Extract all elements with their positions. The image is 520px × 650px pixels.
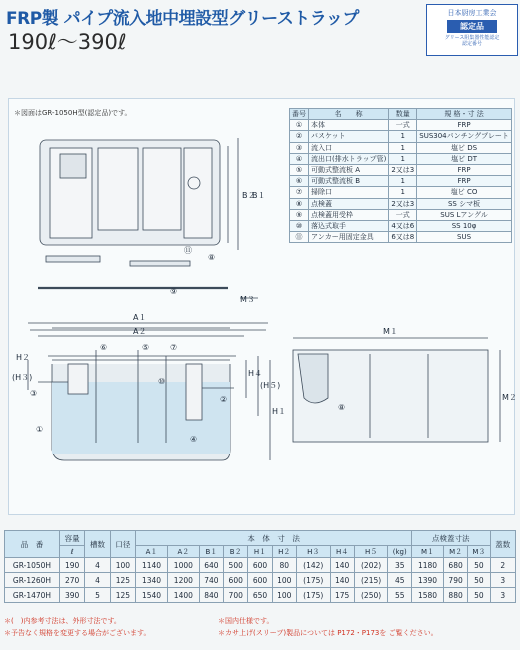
part-spec: SUS xyxy=(417,232,512,243)
parts-row xyxy=(290,153,512,164)
spec-cell: 4 xyxy=(85,558,110,573)
spec-cell: 80 xyxy=(272,558,296,573)
parts-row xyxy=(290,220,512,231)
spec-cell: 175 xyxy=(330,588,354,603)
spec-col-diameter: 口径 xyxy=(110,531,135,558)
spec-col-capacity: 容量 xyxy=(60,531,85,546)
dim-H4: H４ xyxy=(248,369,263,378)
lid-plan-view xyxy=(293,338,500,442)
spec-body xyxy=(5,558,516,603)
part-name: 可動式整流板 B xyxy=(309,176,389,187)
callout-1: ① xyxy=(36,425,44,434)
callout-7: ⑦ xyxy=(170,343,178,352)
dim-M2: M２ xyxy=(502,393,517,402)
spec-cell: 840 xyxy=(199,588,223,603)
spec-cell: 2 xyxy=(490,558,516,573)
dim-H5: (H５) xyxy=(260,381,281,390)
spec-cell: 3 xyxy=(490,588,516,603)
parts-body xyxy=(290,120,512,243)
parts-col-spec: 規 格・寸 法 xyxy=(417,109,512,120)
parts-table xyxy=(289,108,512,243)
plan-view xyxy=(40,138,238,250)
spec-cell: 740 xyxy=(199,573,223,588)
footnote-spec-change: ＊予告なく規格を変更する場合がございます。 xyxy=(4,629,151,637)
spec-cell: 600 xyxy=(248,558,272,573)
spec-cell: 45 xyxy=(388,573,412,588)
parts-col-qty: 数量 xyxy=(389,109,417,120)
part-qty: 1 xyxy=(389,153,417,164)
part-name: 本体 xyxy=(309,120,389,131)
spec-cell: 1180 xyxy=(412,558,444,573)
spec-cell: 125 xyxy=(110,588,135,603)
part-number: ⑪ xyxy=(290,232,309,243)
part-spec: 塩ビ DS xyxy=(417,142,512,153)
footnote-domestic: ＊国内仕様です。 xyxy=(218,617,274,625)
spec-col-model: 品 番 xyxy=(5,531,60,558)
cert-line3: 認定番号 xyxy=(461,41,482,47)
spec-col-body-7: H４ xyxy=(330,546,354,558)
spec-col-lid-1: M２ xyxy=(443,546,467,558)
part-name: 点検蓋 xyxy=(309,198,389,209)
footnote-sleeve: ＊カサ上げ(スリーブ)製品については P172・P173を ご覧ください。 xyxy=(218,629,438,637)
spec-col-lidcount: 蓋数 xyxy=(490,531,516,558)
spec-col-tanks: 槽数 xyxy=(85,531,110,558)
dim-M3: M３ xyxy=(240,295,255,304)
page-title: FRP製 パイプ流入地中埋設型グリーストラップ xyxy=(6,9,359,29)
spec-row xyxy=(5,558,516,573)
spec-cell: 500 xyxy=(224,558,248,573)
part-qty: 2又は3 xyxy=(389,198,417,209)
spec-cell: (202) xyxy=(354,558,388,573)
spec-cell: 1580 xyxy=(412,588,444,603)
spec-cell: 1340 xyxy=(136,573,168,588)
callout-5: ⑤ xyxy=(142,343,150,352)
parts-header-row xyxy=(290,109,512,120)
part-name: 可動式整流板 A xyxy=(309,164,389,175)
spec-cell: 125 xyxy=(110,573,135,588)
part-number: ⑦ xyxy=(290,187,309,198)
lid-piece-2 xyxy=(130,261,190,266)
spec-cell: (175) xyxy=(296,588,330,603)
part-spec: FRP xyxy=(417,176,512,187)
footnote-ref-dims: ＊( )内参考寸法は、外形寸法です。 xyxy=(4,617,121,625)
parts-row xyxy=(290,164,512,175)
part-qty: 一式 xyxy=(389,209,417,220)
parts-row xyxy=(290,209,512,220)
callout-4: ④ xyxy=(190,435,198,444)
spec-col-body-3: B２ xyxy=(224,546,248,558)
spec-cell: 390 xyxy=(60,588,85,603)
spec-col-weight-unit: (kg) xyxy=(388,546,412,558)
part-qty: 4又は6 xyxy=(389,220,417,231)
spec-cell: 100 xyxy=(110,558,135,573)
callout-10: ⑩ xyxy=(158,377,166,386)
spec-cell: 1540 xyxy=(136,588,168,603)
spec-col-body-2: B１ xyxy=(199,546,223,558)
capacity-range: 190ℓ～390ℓ xyxy=(8,30,127,54)
spec-cell: 4 xyxy=(85,573,110,588)
spec-cell: 140 xyxy=(330,573,354,588)
dim-H1: H１ xyxy=(272,407,287,416)
part-number: ④ xyxy=(290,153,309,164)
spec-model: GR-1470H xyxy=(5,588,60,603)
cert-label: 認定品 xyxy=(447,20,497,33)
part-spec: SS 10φ xyxy=(417,220,512,231)
spec-cell: (250) xyxy=(354,588,388,603)
spec-table xyxy=(4,530,516,603)
spec-cell: 5 xyxy=(85,588,110,603)
spec-cell: 50 xyxy=(468,573,490,588)
spec-cell: 600 xyxy=(248,573,272,588)
spec-model: GR-1050H xyxy=(5,558,60,573)
spec-cell: (175) xyxy=(296,573,330,588)
spec-cell: 1000 xyxy=(167,558,199,573)
parts-row xyxy=(290,120,512,131)
part-name: 落込式取手 xyxy=(309,220,389,231)
part-qty: 1 xyxy=(389,176,417,187)
part-number: ⑩ xyxy=(290,220,309,231)
parts-col-name: 名 称 xyxy=(309,109,389,120)
spec-col-body-8: H５ xyxy=(354,546,388,558)
part-name: バスケット xyxy=(309,131,389,142)
part-qty: 1 xyxy=(389,142,417,153)
part-name: 流出口(排水トラップ管) xyxy=(309,153,389,164)
part-number: ⑥ xyxy=(290,176,309,187)
certification-badge xyxy=(426,4,518,56)
callout-8: ⑧ xyxy=(208,253,216,262)
part-spec: 塩ビ CO xyxy=(417,187,512,198)
spec-cell: (215) xyxy=(354,573,388,588)
spec-col-lid: 点検蓋寸法 xyxy=(412,531,490,546)
dim-H3: (H３) xyxy=(12,373,33,382)
cert-org: 日本厨房工業会 xyxy=(447,9,497,17)
part-number: ⑤ xyxy=(290,164,309,175)
spec-col-body: 本 体 寸 法 xyxy=(136,531,412,546)
part-number: ⑨ xyxy=(290,209,309,220)
parts-col-no: 番号 xyxy=(290,109,309,120)
part-name: アンカー用固定金具 xyxy=(309,232,389,243)
spec-cell: 35 xyxy=(388,558,412,573)
spec-cell: 790 xyxy=(443,573,467,588)
parts-row xyxy=(290,142,512,153)
spec-col-body-1: A２ xyxy=(167,546,199,558)
spec-cell: 270 xyxy=(60,573,85,588)
spec-cell: 640 xyxy=(199,558,223,573)
part-spec: 塩ビ DT xyxy=(417,153,512,164)
dim-B2: B２ xyxy=(242,191,256,200)
callout-9: ⑨ xyxy=(170,287,178,296)
spec-cell: 50 xyxy=(468,588,490,603)
dim-B1: B１ xyxy=(252,191,266,200)
spec-cell: 1200 xyxy=(167,573,199,588)
spec-cell: 190 xyxy=(60,558,85,573)
spec-cell: 1400 xyxy=(167,588,199,603)
dim-A2: A２ xyxy=(133,327,147,336)
spec-cell: 100 xyxy=(272,573,296,588)
spec-cell: 3 xyxy=(490,573,516,588)
lid-piece xyxy=(46,256,100,262)
spec-cell: 50 xyxy=(468,558,490,573)
dim-H2: H２ xyxy=(16,353,31,362)
spec-cell: 1390 xyxy=(412,573,444,588)
parts-row xyxy=(290,176,512,187)
callout-8-plan: ⑧ xyxy=(338,403,346,412)
spec-cell: 650 xyxy=(248,588,272,603)
part-number: ② xyxy=(290,131,309,142)
spec-cell: 600 xyxy=(224,573,248,588)
part-number: ① xyxy=(290,120,309,131)
parts-row xyxy=(290,198,512,209)
part-qty: 一式 xyxy=(389,120,417,131)
part-number: ③ xyxy=(290,142,309,153)
callout-2: ② xyxy=(220,395,228,404)
part-qty: 6又は8 xyxy=(389,232,417,243)
callout-6: ⑥ xyxy=(100,343,108,352)
part-spec: SS シマ板 xyxy=(417,198,512,209)
part-qty: 1 xyxy=(389,187,417,198)
spec-cell: 100 xyxy=(272,588,296,603)
part-number: ⑧ xyxy=(290,198,309,209)
spec-cell: 140 xyxy=(330,558,354,573)
part-name: 点検蓋用受枠 xyxy=(309,209,389,220)
spec-col-body-4: H１ xyxy=(248,546,272,558)
spec-row xyxy=(5,588,516,603)
spec-col-body-0: A１ xyxy=(136,546,168,558)
callout-11: ⑪ xyxy=(184,246,192,255)
spec-cell: 680 xyxy=(443,558,467,573)
part-qty: 2又は3 xyxy=(389,164,417,175)
dim-M1: M１ xyxy=(383,327,398,336)
dim-A1: A１ xyxy=(133,313,147,322)
spec-cell: (142) xyxy=(296,558,330,573)
part-spec: SUS304パンチングプレート xyxy=(417,131,512,142)
spec-row xyxy=(5,573,516,588)
callout-3: ③ xyxy=(30,389,38,398)
spec-model: GR-1260H xyxy=(5,573,60,588)
part-spec: SUS Lアングル xyxy=(417,209,512,220)
parts-row xyxy=(290,187,512,198)
spec-col-capacity-unit: ℓ xyxy=(60,546,85,558)
spec-cell: 700 xyxy=(224,588,248,603)
part-spec: FRP xyxy=(417,164,512,175)
drawing-note: ＊図面はGR-1050H型(認定品)です。 xyxy=(14,109,132,117)
spec-header-row xyxy=(5,531,516,546)
spec-subheader-row xyxy=(5,546,516,558)
spec-cell: 1140 xyxy=(136,558,168,573)
spec-cell: 55 xyxy=(388,588,412,603)
spec-col-lid-2: M３ xyxy=(468,546,490,558)
part-spec: FRP xyxy=(417,120,512,131)
part-name: 掃除口 xyxy=(309,187,389,198)
part-name: 流入口 xyxy=(309,142,389,153)
spec-col-body-6: H３ xyxy=(296,546,330,558)
cert-line2: グリース阻集器性能認定 xyxy=(444,35,500,41)
spec-col-body-5: H２ xyxy=(272,546,296,558)
parts-row xyxy=(290,232,512,243)
spec-col-lid-0: M１ xyxy=(412,546,444,558)
spec-cell: 880 xyxy=(443,588,467,603)
parts-row xyxy=(290,131,512,142)
part-qty: 1 xyxy=(389,131,417,142)
